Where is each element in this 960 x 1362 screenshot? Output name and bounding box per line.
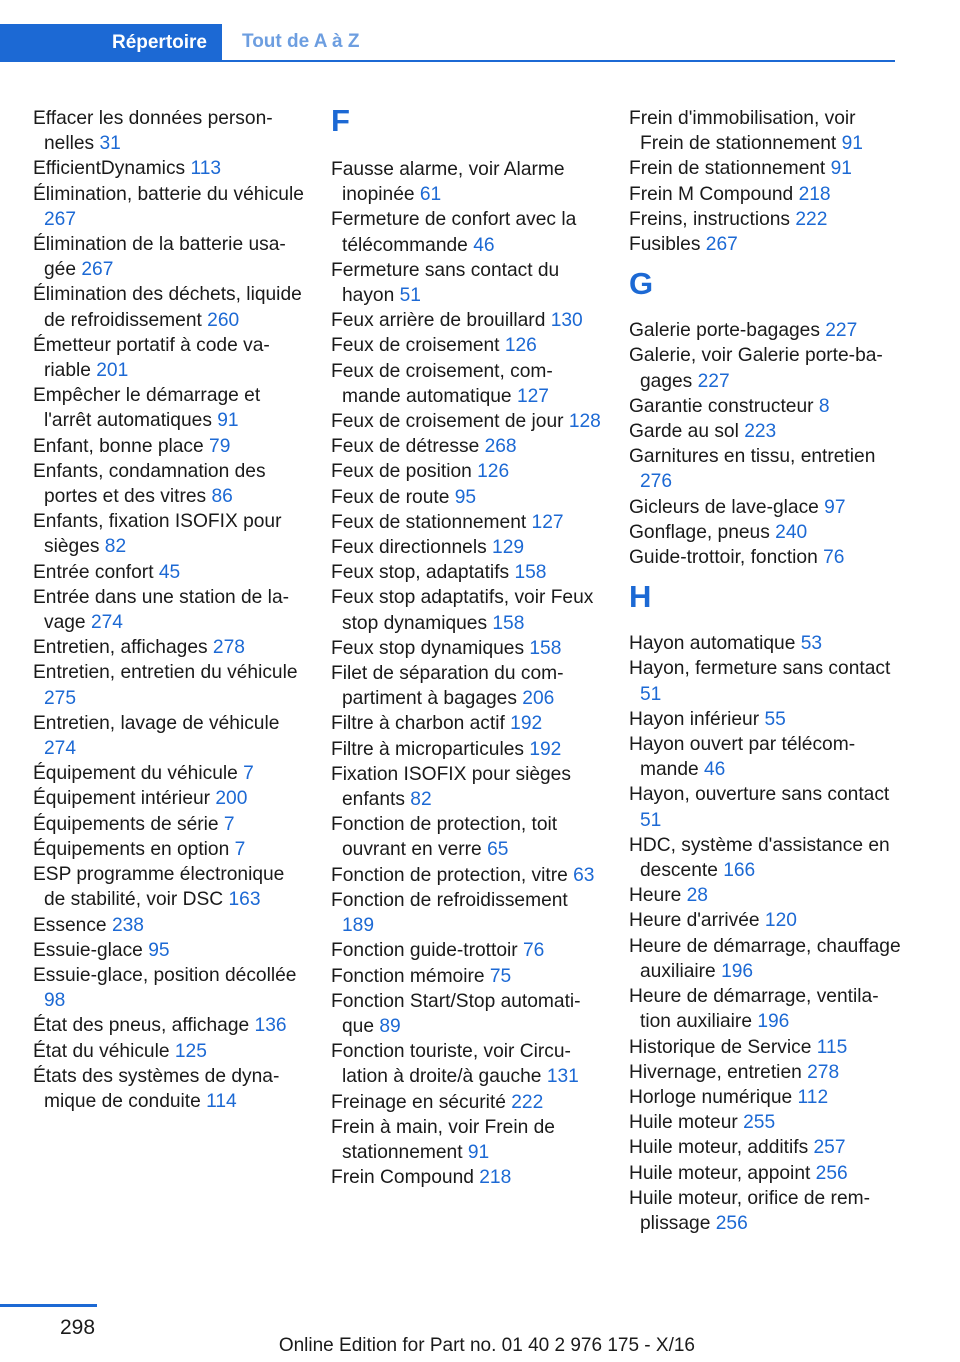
page-link[interactable]: 130 [550,310,583,332]
header-rule [0,60,895,62]
entry-text: Fermeture sans contact du hayon [331,259,560,307]
section-letter: H [629,579,652,615]
page-link[interactable]: 189 [342,915,375,937]
page-link[interactable]: 46 [473,234,495,256]
index-entry [629,908,901,933]
page-link[interactable]: 79 [209,435,231,457]
entry-text: Équipements en option [33,838,235,860]
entry-text: Feux stop, adaptatifs [331,562,515,584]
entry-text: Fonction de protection, vitre [331,864,574,886]
page-link[interactable]: 238 [111,914,144,936]
page-link[interactable]: 200 [215,788,248,810]
entry-text: Frein à main, voir Frein de stationnement [331,1116,555,1163]
page-link[interactable]: 95 [148,939,170,961]
index-entry [33,106,305,156]
index-entry [629,318,901,343]
index-entry [33,282,305,332]
entry-text: Entretien, lavage de véhicule [33,712,280,734]
index-entry [331,585,603,635]
entry-text: Élimination de la batterie usagée [33,234,286,281]
entry-text: Gonflage, pneus [629,521,776,543]
index-entry [629,782,901,832]
index-entry [33,660,305,710]
page-link[interactable]: 91 [830,158,852,180]
section-letter: F [331,103,350,138]
page-link[interactable]: 98 [44,990,66,1012]
page-link[interactable]: 113 [190,158,222,180]
entry-text: Fixation ISOFIX pour sièges enfants [331,763,571,811]
page-link[interactable]: 120 [764,910,797,932]
page-link[interactable]: 65 [487,839,509,861]
entry-text: États des systèmes de dynamique de conduite [33,1065,280,1112]
page-link[interactable]: 192 [510,713,543,735]
entry-text: EfficientDynamics [33,158,191,180]
page-link[interactable]: 206 [522,688,555,710]
entry-text: Huile moteur [629,1112,744,1134]
entry-text: Essuie-glace, position décollée [33,964,297,986]
entry-text: Garnitures en tissu, entretien [629,446,876,468]
index-entry [33,585,305,635]
entry-text: Hivernage, entretien [629,1061,808,1083]
page-link[interactable]: 222 [511,1091,544,1113]
entry-text: Gicleurs de lave-glace [629,496,825,518]
page-link[interactable]: 112 [797,1086,829,1108]
page-link[interactable]: 51 [640,683,662,705]
index-entry [629,444,901,494]
entry-text: Frein d'immobilisation, voir Frein de stationnement [629,108,856,155]
index-entry [33,1039,305,1064]
entry-text: Feux directionnels [331,537,493,559]
index-entry [331,1039,603,1089]
entry-text: Équipements de série [33,813,224,835]
entry-text: Fonction guide-trottoir [331,940,523,962]
page-link[interactable]: 55 [764,708,786,730]
index-entry [33,837,305,862]
page-link[interactable]: 128 [568,411,601,433]
entry-text: Entretien, affichages [33,637,213,659]
page-link[interactable]: 82 [104,536,127,558]
page-link[interactable]: 7 [234,838,246,860]
page-link[interactable]: 127 [516,385,549,407]
page-number: 298 [60,1316,96,1339]
index-entry [33,635,305,660]
entry-text: Hayon inférieur [629,708,765,730]
edition-note: Online Edition for Part no. 01 40 2 976 175 - X/16 [278,1335,695,1356]
entry-text: HDC, système d'assistance en descente [629,834,890,882]
index-entry [629,707,901,732]
index-entry [331,661,603,711]
page-link[interactable]: 255 [743,1112,776,1134]
index-entry [331,1115,603,1165]
page-link[interactable]: 196 [721,960,754,982]
entry-text: Fusibles [629,234,706,256]
page-link[interactable]: 97 [824,496,846,518]
entry-text: Feux de croisement, commande automatique [331,360,553,407]
entry-text: Frein Compound [331,1167,480,1189]
entry-text: Fermeture de confort avec la télécommande [331,209,577,256]
page-link[interactable]: 114 [206,1090,237,1112]
entry-text: Feux de croisement [331,335,505,357]
page-link[interactable]: 267 [44,208,77,230]
index-entry [629,631,901,656]
page-link[interactable]: 76 [522,940,545,962]
entry-text: Enfants, condamnation des portes et des vitres [33,460,266,508]
index-entry [629,732,901,782]
index-column-3 [629,106,901,1236]
entry-text: Heure [629,885,687,907]
entry-text: Hayon, ouverture sans contact [629,784,890,806]
entry-text: Filtre à microparticules [331,738,530,760]
index-entry [33,786,305,811]
tab-repertoire[interactable]: Répertoire [0,24,222,62]
page-link[interactable]: 192 [529,738,562,760]
entry-text: Équipement du véhicule [33,763,244,785]
page-link[interactable]: 274 [44,738,77,760]
page-link[interactable]: 278 [807,1061,840,1083]
entry-text: Huile moteur, appoint [629,1162,816,1184]
index-entry [629,1186,901,1236]
entry-text: Hayon ouvert par télécommande [629,734,856,781]
page-link[interactable]: 278 [212,637,245,659]
page-link[interactable]: 76 [823,547,845,569]
page-link[interactable]: 82 [410,789,432,811]
index-entry [331,560,603,585]
index-entry [331,359,603,409]
page-link[interactable]: 275 [44,687,77,709]
entry-text: Freinage en sécurité [331,1091,512,1113]
index-entry [629,1060,901,1085]
page-link[interactable]: 75 [489,965,512,987]
index-entry [33,434,305,459]
index-entry [629,1085,901,1110]
page-link[interactable]: 31 [99,133,121,155]
tab-tout-de-a-a-z[interactable]: Tout de A à Z [242,31,360,52]
index-entry [331,989,603,1039]
entry-text: État du véhicule [33,1040,175,1062]
index-entry [629,656,901,706]
entry-text: Huile moteur, orifice de remplissage [629,1187,870,1234]
index-entry [629,106,901,156]
index-entry [331,964,603,989]
entry-text: Entrée dans une station de lavage [33,586,290,634]
page-link[interactable]: 126 [477,461,510,483]
index-entry [629,1135,901,1160]
page-link[interactable]: 240 [775,521,808,543]
index-entry [331,737,603,762]
page-link[interactable]: 163 [228,889,261,911]
index-entry [331,711,603,736]
page-link[interactable]: 131 [546,1066,579,1088]
page-link[interactable]: 91 [467,1141,490,1163]
index-entry [331,308,603,333]
entry-text: Feux stop adaptatifs, voir Feux stop dynamiques [331,587,594,634]
page-link[interactable]: 46 [704,759,726,781]
index-entry [331,812,603,862]
index-entry [33,182,305,232]
index-entry [33,862,305,912]
index-entry [331,535,603,560]
entry-text: Empêcher le démarrage et l'arrêt automatiques [33,385,261,432]
page-link[interactable]: 222 [795,208,828,230]
index-entry [33,383,305,433]
entry-text: Heure de démarrage, chauffage auxiliaire [629,935,901,982]
entry-text: Élimination des déchets, liquide de refroidissement [33,284,302,331]
entry-text: Heure d'arrivée [629,910,765,932]
entry-text: Filet de séparation du compartiment à bagages [331,663,564,710]
page-link[interactable]: 218 [798,183,831,205]
index-entry [629,1161,901,1186]
page-link[interactable]: 126 [504,335,537,357]
page-link[interactable]: 267 [705,234,738,256]
page-link[interactable]: 129 [492,537,525,559]
page-link[interactable]: 256 [715,1212,748,1234]
entry-text: Filtre à charbon actif [331,713,511,735]
page-link[interactable]: 7 [223,813,235,835]
page-link[interactable]: 267 [81,259,114,281]
page-link[interactable]: 274 [90,612,123,634]
index-entry [331,1165,603,1190]
index-entry [33,963,305,1013]
entry-text: Élimination, batterie du véhicule [33,183,304,205]
index-entry [33,761,305,786]
page-link[interactable]: 136 [254,1015,287,1037]
page-link[interactable]: 227 [825,320,858,342]
index-entry [331,938,603,963]
page-link[interactable]: 91 [841,133,863,155]
index-entry [331,510,603,535]
entry-text: Historique de Service [629,1036,817,1058]
index-entry [629,984,901,1034]
page-link[interactable]: 115 [816,1036,848,1058]
entry-text: Galerie, voir Galerie porte-bagages [629,345,883,392]
page-link[interactable]: 256 [815,1162,848,1184]
entry-text: Feux de route [331,486,455,508]
entry-text: Garde au sol [629,421,745,443]
footer-rule [0,1304,97,1307]
entry-text: Horloge numérique [629,1086,798,1108]
index-entry [33,1064,305,1114]
entry-text: Heure de démarrage, ventilation auxiliaire [629,986,879,1033]
entry-text: Enfant, bonne place [33,435,210,457]
page-link[interactable]: 127 [531,511,564,533]
index-entry [629,833,901,883]
entry-text: ESP programme électronique de stabilité, voir DSC [33,864,285,911]
page-link[interactable]: 61 [419,184,442,206]
index-entry [331,207,603,257]
page-link[interactable]: 63 [573,864,595,886]
index-entry [331,258,603,308]
page-link[interactable]: 51 [640,809,662,831]
page-link[interactable]: 91 [217,410,239,432]
index-entry [33,232,305,282]
index-entry [331,157,603,207]
index-entry [33,711,305,761]
index-entry [33,509,305,559]
entry-text: Feux de stationnement [331,511,532,533]
index-entry [331,762,603,812]
index-entry [33,459,305,509]
entry-text: Essence [33,914,112,936]
page-link[interactable]: 268 [484,436,517,458]
entry-text: Feux arrière de brouillard [331,310,551,332]
entry-text: Hayon automatique [629,633,801,655]
entry-text: Fonction mémoire [331,965,490,987]
page-link[interactable]: 260 [207,309,240,331]
entry-text: Garantie constructeur [629,395,819,417]
index-entry [33,1013,305,1038]
index-entry [331,333,603,358]
index-entry [331,863,603,888]
index-entry [629,520,901,545]
index-entry [331,636,603,661]
index-entry [33,812,305,837]
entry-text: Fonction Start/Stop automatique [331,990,581,1037]
index-entry [629,495,901,520]
entry-text: Fonction de refroidissement [331,889,568,911]
index-entry [331,1090,603,1115]
page-link[interactable]: 257 [813,1137,846,1159]
page-link[interactable]: 95 [454,486,477,508]
entry-text: Freins, instructions [629,208,796,230]
page-link[interactable]: 89 [379,1015,401,1037]
entry-text: Guide-trottoir, fonction [629,547,824,569]
entry-text: Fonction touriste, voir Circulation à droite/à gauche [331,1041,571,1088]
index-entry [629,182,901,207]
entry-text: Huile moteur, additifs [629,1137,814,1159]
page-link[interactable]: 7 [243,763,254,785]
index-entry [33,156,305,181]
index-entry [331,485,603,510]
page-link[interactable]: 196 [757,1011,790,1033]
entry-text: Effacer les données personnelles [33,108,273,155]
entry-text: Entrée confort [33,561,159,583]
entry-text: Galerie porte-bagages [629,320,826,342]
index-entry [629,207,901,232]
index-entry [33,333,305,383]
page-link[interactable]: 201 [96,360,129,382]
index-entry [629,545,901,570]
entry-text: Feux stop dynamiques [331,637,530,659]
index-entry [629,934,901,984]
page-link[interactable]: 125 [174,1040,207,1062]
entry-text: Frein M Compound [629,183,799,205]
index-entry [33,560,305,585]
page-link[interactable]: 51 [399,285,421,307]
index-entry [331,459,603,484]
entry-text: Enfants, fixation ISOFIX pour sièges [33,511,282,558]
entry-text: Essuie-glace [33,939,149,961]
index-entry [629,156,901,181]
page-link[interactable]: 53 [800,633,823,655]
page-link[interactable]: 28 [686,885,708,907]
entry-text: Hayon, fermeture sans contact [629,658,891,680]
entry-text: État des pneus, affichage [33,1015,255,1037]
entry-text: Feux de détresse [331,436,485,458]
page-link[interactable]: 158 [529,637,562,659]
page-link[interactable]: 158 [492,612,525,634]
page-link[interactable]: 218 [479,1167,512,1189]
page-link[interactable]: 8 [818,395,830,417]
index-entry [629,232,901,257]
index-entry [33,938,305,963]
entry-text: Frein de stationnement [629,158,831,180]
index-column-1 [33,106,305,1114]
entry-text: Émetteur portatif à code variable [33,334,270,382]
index-entry [629,394,901,419]
entry-text: Équipement intérieur [33,788,216,810]
entry-text: Fausse alarme, voir Alarme inopinée [331,159,565,206]
index-entry [629,883,901,908]
index-entry [629,419,901,444]
header-tabbar [0,24,895,62]
entry-text: Fonction de protection, toit ouvrant en verre [331,814,558,861]
index-entry [629,1110,901,1135]
section-letter: G [629,266,654,302]
index-column-2 [331,103,603,1190]
index-entry [629,1035,901,1060]
page-link[interactable]: 276 [640,471,673,493]
index-entry [629,343,901,393]
index-entry [331,409,603,434]
index-entry [331,888,603,938]
entry-text: Feux de croisement de jour [331,411,569,433]
page-link[interactable]: 86 [211,486,233,508]
page-link[interactable]: 166 [723,860,756,882]
index-entry [331,434,603,459]
page-link[interactable]: 45 [158,561,181,583]
index-entry [33,913,305,938]
entry-text: Feux de position [331,461,478,483]
entry-text: Entretien, entretien du véhicule [33,662,298,684]
page-link[interactable]: 227 [697,370,730,392]
page-link[interactable]: 158 [514,562,547,584]
page-link[interactable]: 223 [744,421,777,443]
